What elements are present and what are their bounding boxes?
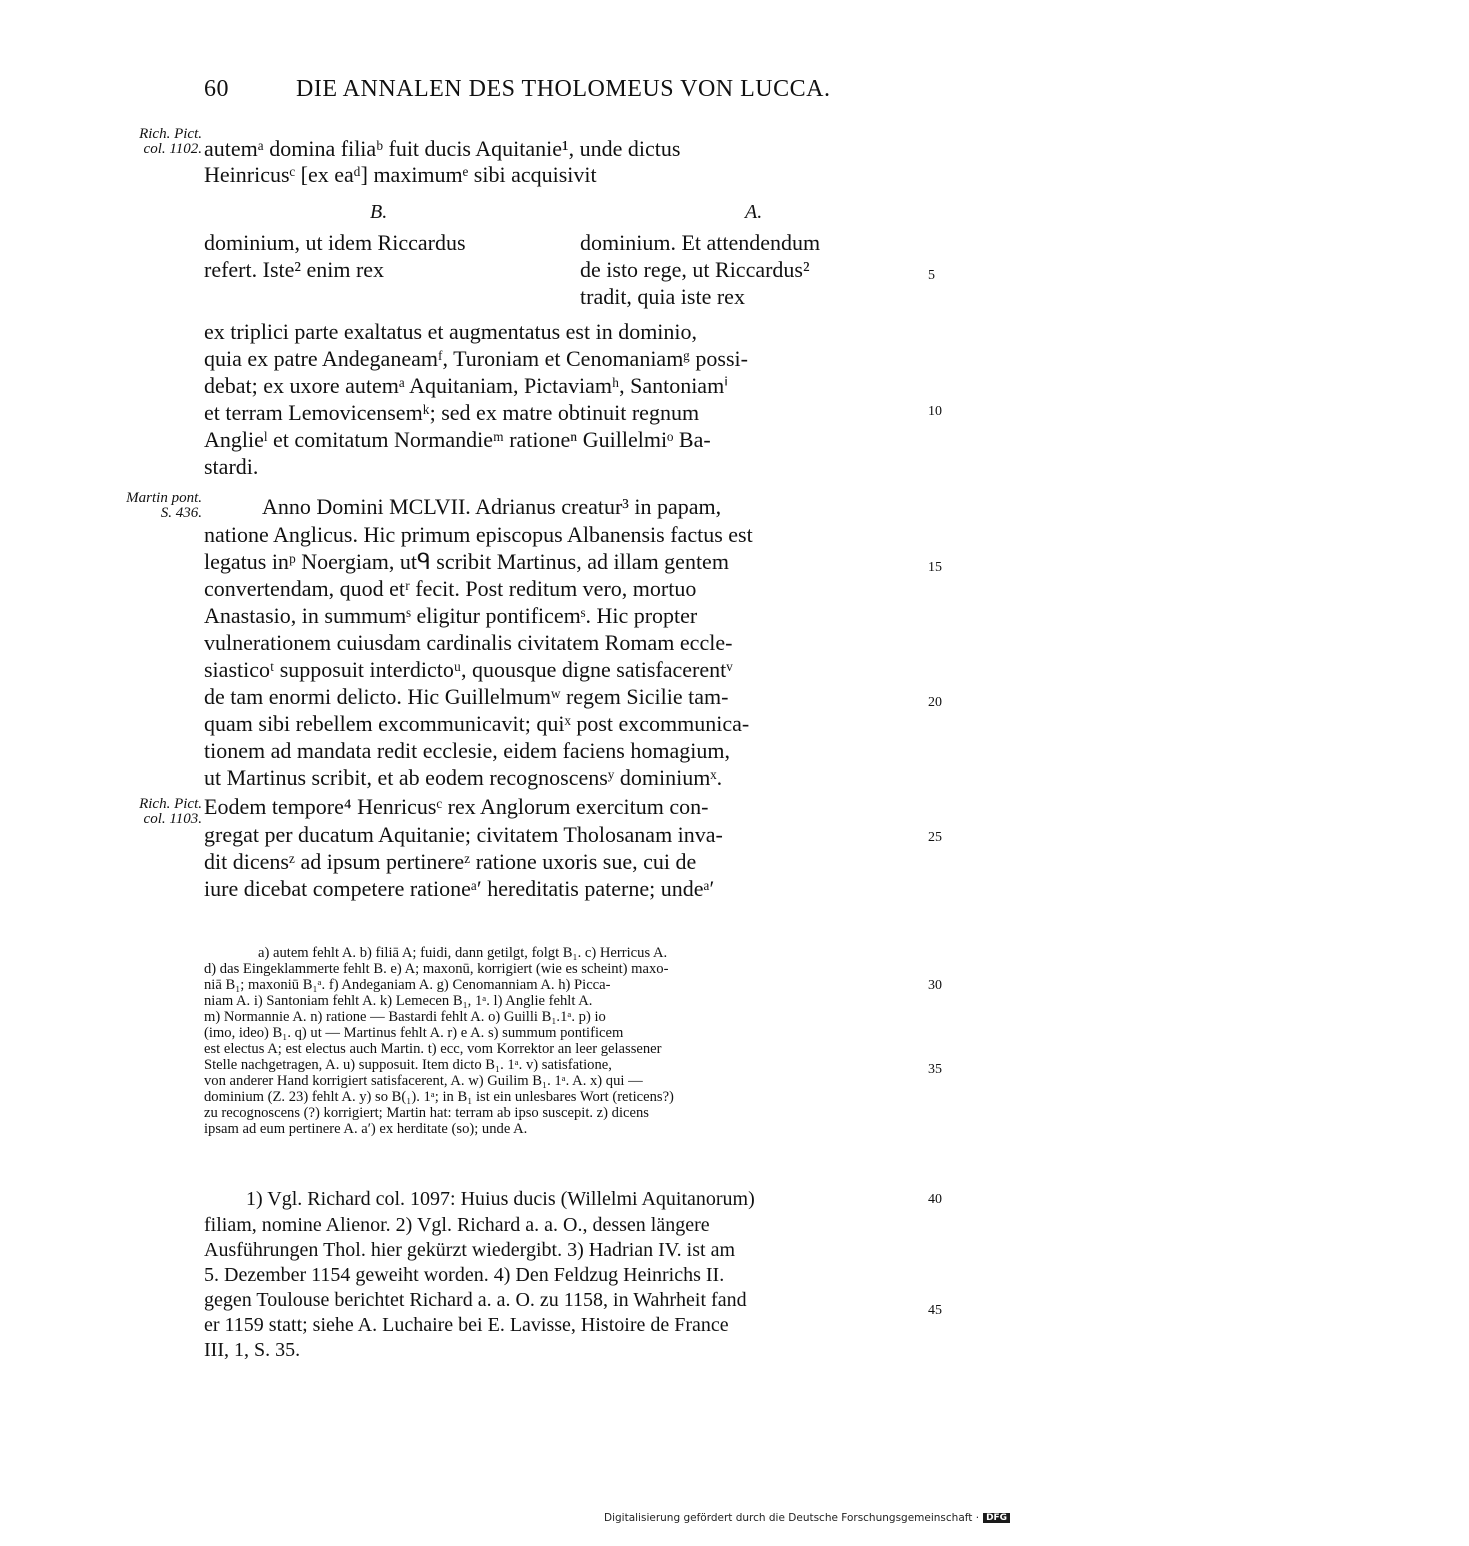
text-line: et terram Lemovicensemᵏ; sed ex matre obtinuit regnum	[204, 400, 700, 425]
running-header	[204, 76, 840, 110]
margin-note-line: Rich. Pict.	[139, 126, 202, 142]
column-head-b: B.	[370, 201, 388, 223]
text-line: quam sibi rebellem excommunicavit; quiˣ post excommunica-	[204, 711, 750, 736]
text-line: gregat per ducatum Aquitanie; civitatem Tholosanam inva-	[204, 822, 723, 847]
text-line: stardi.	[204, 454, 259, 479]
line-number: 40	[928, 1192, 942, 1207]
column-a-line: tradit, quia iste rex	[580, 284, 745, 309]
column-a-line: dominium. Et attendendum	[580, 230, 821, 255]
dfg-logo: DFG	[983, 1513, 1010, 1523]
margin-note-line: S. 436.	[160, 505, 202, 521]
text-line: natione Anglicus. Hic primum episcopus Albanensis factus est	[204, 522, 753, 547]
apparatus-line: ipsam ad eum pertinere A. a′) ex herditate (so); unde A.	[204, 1121, 528, 1137]
apparatus-line: est electus A; est electus auch Martin. t) ecc, vom Korrektor an leer gelassener	[204, 1041, 662, 1057]
text-line: siasticoᵗ supposuit interdictoᵘ, quousque digne satisfacerentᵛ	[204, 657, 733, 682]
apparatus-line: niam A. i) Santoniam fehlt A. k) Lemecen B₁, 1ᵃ. l) Anglie fehlt A.	[204, 993, 593, 1009]
line-number: 20	[928, 695, 942, 710]
apparatus-line: d) das Eingeklammerte fehlt B. e) A; maxonū, korrigiert (wie es scheint) maxo-	[204, 961, 669, 977]
page-number: 60	[204, 76, 229, 102]
column-a-line: de isto rege, ut Riccardus²	[580, 257, 810, 282]
line-number: 30	[928, 978, 942, 993]
text-line: iure dicebat competere rationeᵃ′ hereditatis paterne; undeᵃ′	[204, 876, 715, 901]
text-line: legatus inᵖ Noergiam, utᑫ scribit Martinus, ad illam gentem	[204, 549, 729, 574]
margin-note-line: col. 1102.	[143, 141, 202, 157]
footnote-line: 1) Vgl. Richard col. 1097: Huius ducis (Willelmi Aquitanorum)	[246, 1188, 755, 1210]
column-b-line: dominium, ut idem Riccardus	[204, 230, 466, 255]
text-line: convertendam, quod etʳ fecit. Post reditum vero, mortuo	[204, 576, 697, 601]
line-number: 45	[928, 1303, 942, 1318]
apparatus-line: a) autem fehlt A. b) filiā A; fuidi, dann getilgt, folgt B₁. c) Herricus A.	[258, 945, 668, 961]
text-line: debat; ex uxore autemᵃ Aquitaniam, Pictaviamʰ, Santoniamⁱ	[204, 373, 729, 398]
footnote-line: Ausführungen Thol. hier gekürzt wiedergibt. 3) Hadrian IV. ist am	[204, 1239, 735, 1261]
text-line: Anastasio, in summumˢ eligitur pontificemˢ. Hic propter	[204, 603, 698, 628]
column-head-a: A.	[745, 201, 763, 223]
text-line: Anno Domini MCLVII. Adrianus creatur³ in papam,	[262, 494, 722, 519]
footnote-line: er 1159 statt; siehe A. Luchaire bei E. Lavisse, Histoire de France	[204, 1314, 729, 1336]
apparatus-line: niā B₁; maxoniū B₁ᵃ. f) Andeganiam A. g) Cenomanniam A. h) Picca-	[204, 977, 611, 993]
footnote-line: filiam, nomine Alienor. 2) Vgl. Richard a. a. O., dessen längere	[204, 1214, 710, 1236]
apparatus-line: m) Normannie A. n) ratione — Bastardi fehlt A. o) Guilli B₁.1ᵃ. p) io	[204, 1009, 606, 1025]
text-line: ut Martinus scribit, et ab eodem recognoscensʸ dominiumˣ.	[204, 765, 723, 790]
margin-note	[78, 491, 202, 521]
footnote-line: 5. Dezember 1154 geweiht worden. 4) Den Feldzug Heinrichs II.	[204, 1264, 725, 1286]
line-number: 35	[928, 1062, 942, 1077]
margin-note-line: col. 1103.	[143, 811, 202, 827]
text-line: tionem ad mandata redit ecclesie, eidem faciens homagium,	[204, 738, 730, 763]
text-line: Anglieˡ et comitatum Normandieᵐ rationeⁿ Guillelmiᵒ Ba-	[204, 427, 711, 452]
column-b-line: refert. Iste² enim rex	[204, 257, 385, 282]
apparatus-line: zu recognoscens (?) korrigiert; Martin hat: terram ab ipso suscepit. z) dicens	[204, 1105, 649, 1121]
text-line: quia ex patre Andeganeamᶠ, Turoniam et Cenomaniamᵍ possi-	[204, 346, 748, 371]
text-line: Eodem tempore⁴ Henricusᶜ rex Anglorum exercitum con-	[204, 794, 709, 819]
margin-note	[78, 127, 202, 157]
margin-note	[78, 797, 202, 827]
line-number: 15	[928, 560, 942, 575]
text-line: autemᵃ domina filiaᵇ fuit ducis Aquitanie¹, unde dictus	[204, 136, 681, 161]
credit-text: Digitalisierung gefördert durch die Deutsche Forschungsgemeinschaft ·	[604, 1512, 980, 1524]
text-line: vulnerationem cuiusdam cardinalis civitatem Romam eccle-	[204, 630, 733, 655]
footnote-line: III, 1, S. 35.	[204, 1339, 301, 1361]
apparatus-line: (imo, ideo) B₁. q) ut — Martinus fehlt A. r) e A. s) summum pontificem	[204, 1025, 624, 1041]
apparatus-line: dominium (Z. 23) fehlt A. y) so B(₁). 1ᵃ; in B₁ ist ein unlesbares Wort (reticens?)	[204, 1089, 674, 1105]
apparatus-line: von anderer Hand korrigiert satisfacerent, A. w) Guilim B₁. 1ᵃ. A. x) qui —	[204, 1073, 643, 1089]
footnote-line: gegen Toulouse berichtet Richard a. a. O. zu 1158, in Wahrheit fand	[204, 1289, 747, 1311]
page-title: DIE ANNALEN DES THOLOMEUS VON LUCCA.	[296, 76, 831, 102]
digitization-credit	[604, 1512, 1010, 1524]
margin-note-line: Rich. Pict.	[139, 796, 202, 812]
text-line: de tam enormi delicto. Hic Guillelmumʷ regem Sicilie tam-	[204, 684, 729, 709]
text-line: ex triplici parte exaltatus et augmentatus est in dominio,	[204, 319, 698, 344]
line-number: 10	[928, 404, 942, 419]
line-number: 5	[928, 268, 935, 283]
text-line: Heinricusᶜ [ex eaᵈ] maximumᵉ sibi acquisivit	[204, 162, 597, 187]
margin-note-line: Martin pont.	[126, 490, 202, 506]
text-line: dit dicensᶻ ad ipsum pertinereᶻ ratione uxoris sue, cui de	[204, 849, 697, 874]
line-number: 25	[928, 830, 942, 845]
apparatus-line: Stelle nachgetragen, A. u) supposuit. Item dicto B₁. 1ᵃ. v) satisfatione,	[204, 1057, 612, 1073]
